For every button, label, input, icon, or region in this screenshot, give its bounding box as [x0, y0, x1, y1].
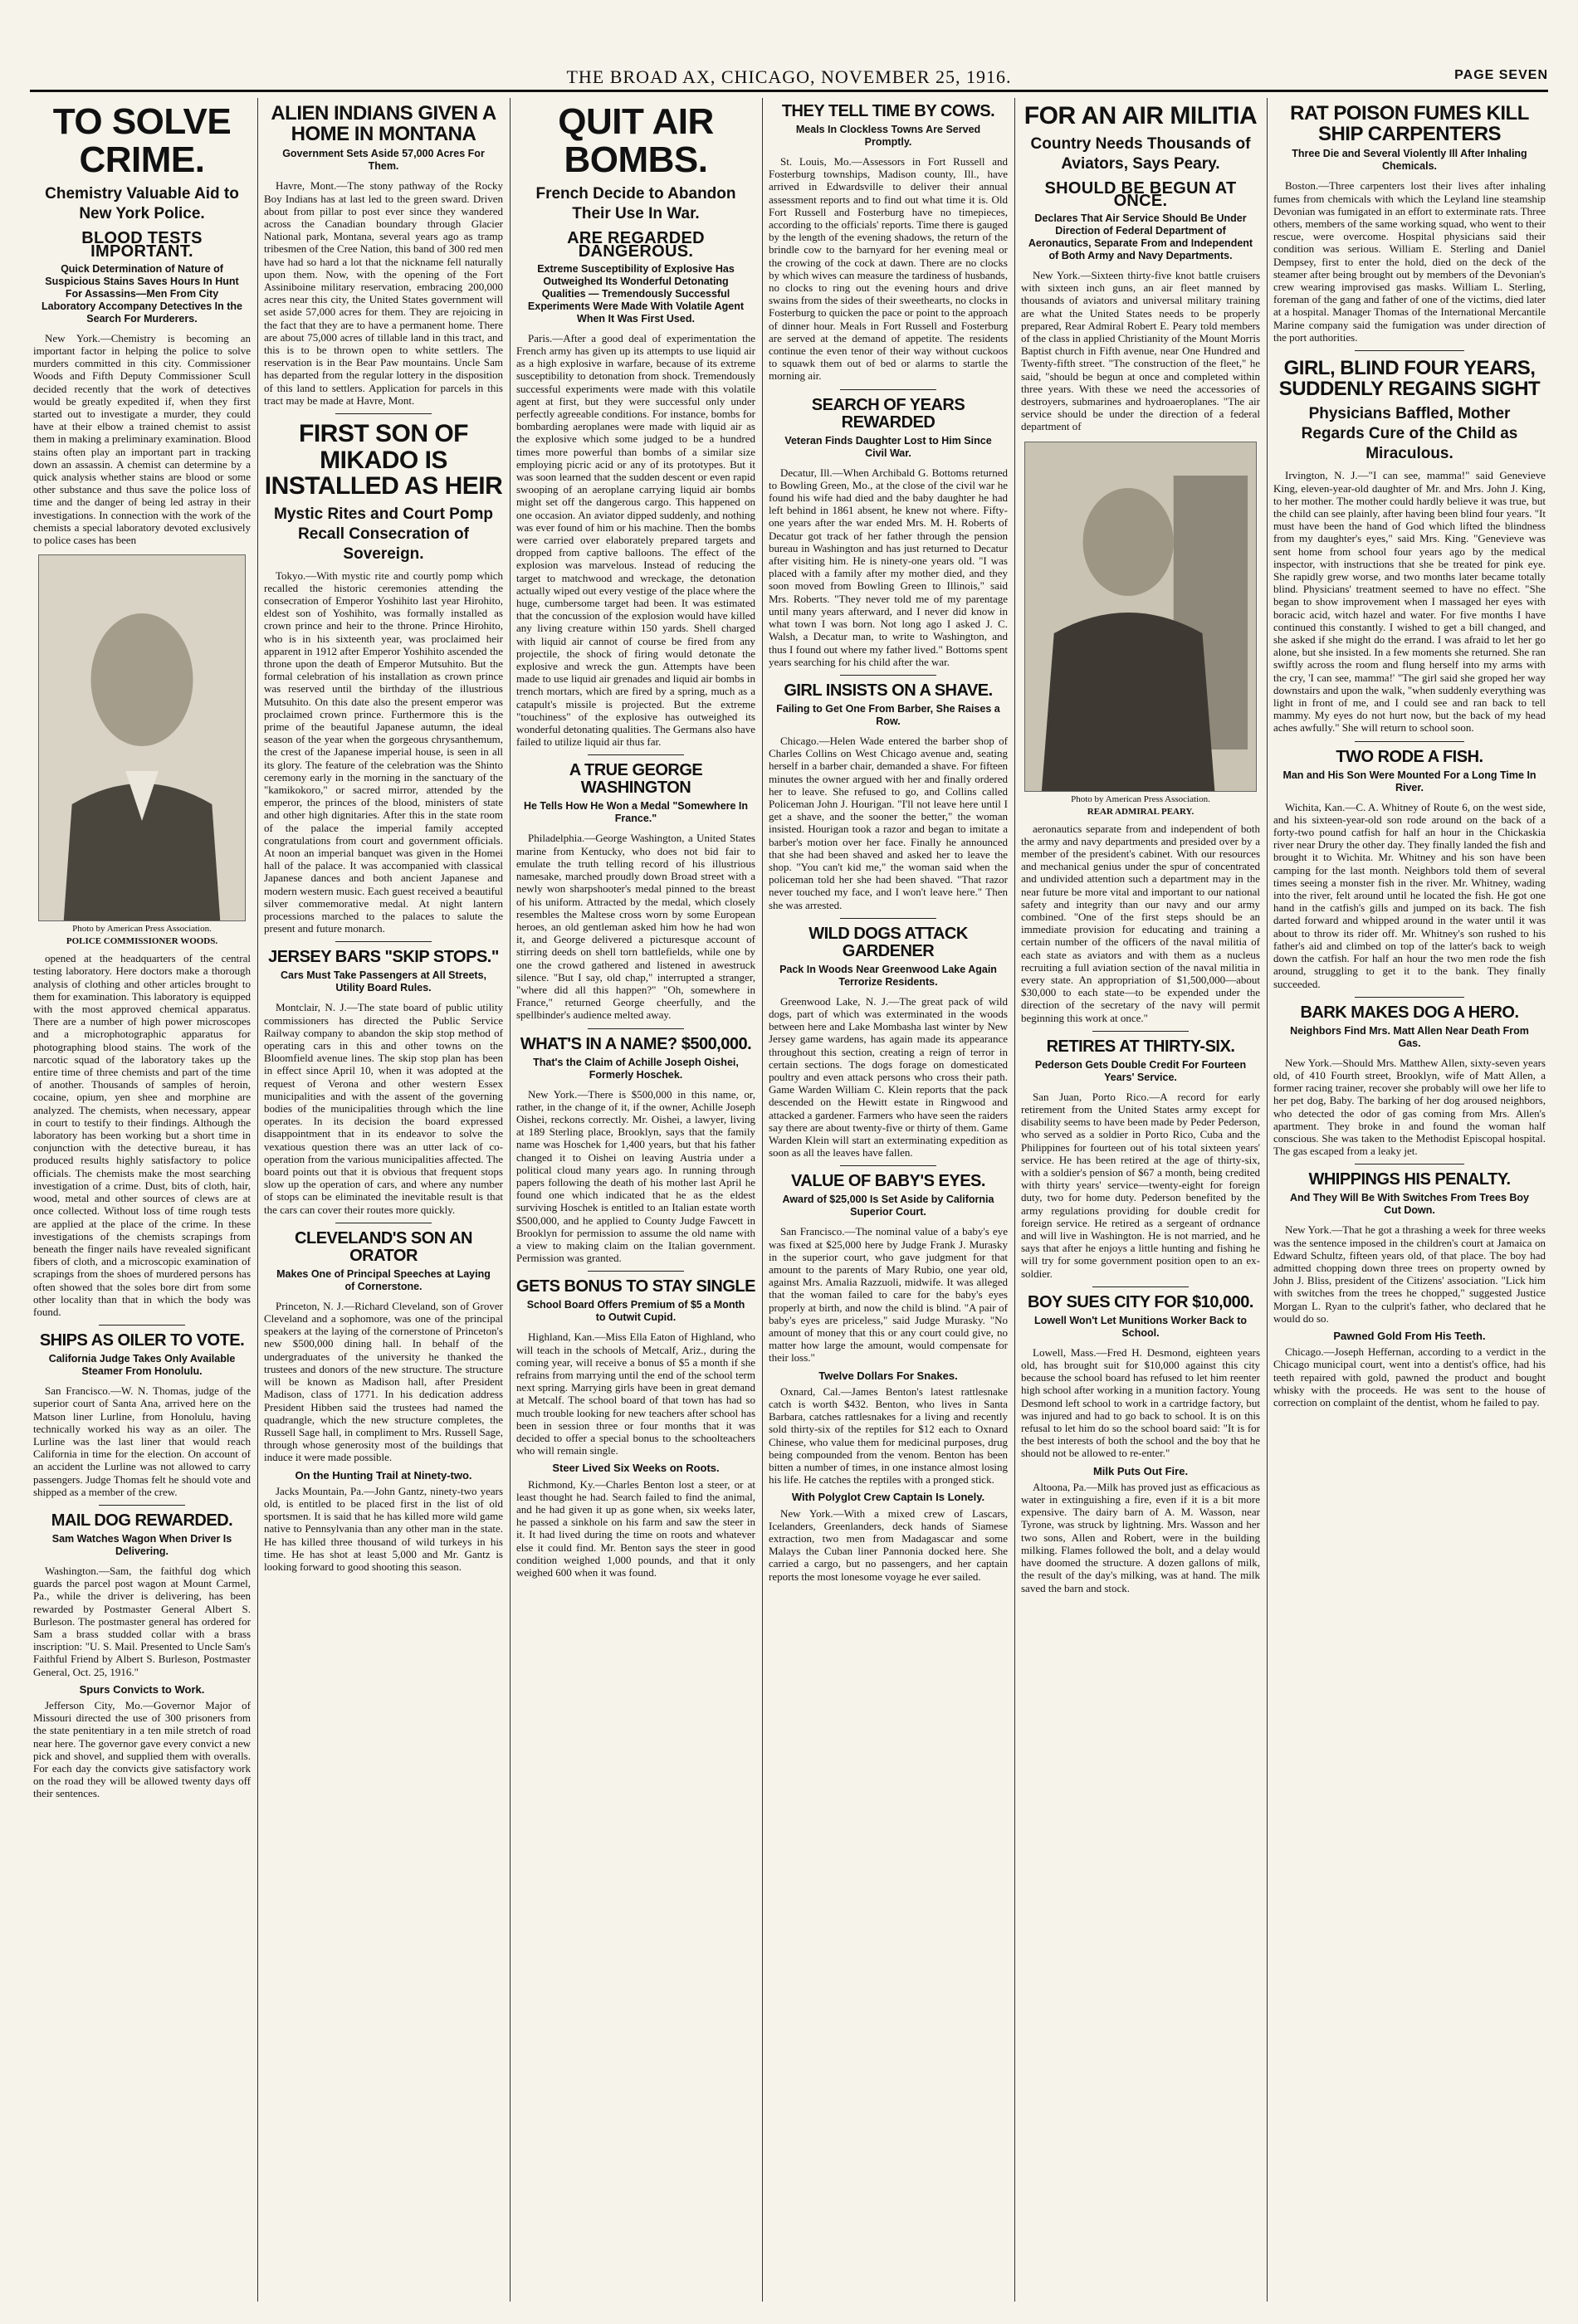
- column-1: [33, 98, 251, 2302]
- column-5: [1021, 98, 1260, 2302]
- article-text: Tokyo.—With mystic rite and courtly pomp which recalled the historic ceremonies attending the consecration of Emperor Yoshihito last year Hirohito, eldest son of Yoshihito, was formally installed as crown prince and heir to the throne. Prince Hirohito, who is in his sixteenth year, was proclaimed heir apparent in 1912 after Emperor Yoshihito ascended the throne upon the death of Emperor Mutsuhito. But the formal celebration of his installation as crown prince was reserved until the birthday of the illustrious Mutsuhito. On this date also the present emperor was proclaimed crown prince. Furthermore this is the prime of the beautiful Japanese autumn, the ideal season of the year when the gorgeous chrysanthemum, the crest of the Japanese imperial house, is seen in all its glory. The feature of the celebration was the Shinto ceremony early in the morning in the sanctuary of the "kamikokoro," or sacred mirror, attended by the emperor, the princes of the blood, ministers of state and other high dignitaries. After this in the state room of the palace the imperial family accepted congratulations from court and government officials. At noon an imperial banquet was given in the Homei hall of the palace. It was accompanied with classical Japanese dances and both ancient Japanese and modern western music. Each guest received a beautiful silver commemorative medal. At night lantern processions marched to the palaces to salute the present and future monarch.: [264, 569, 503, 935]
- summary: Declares That Air Service Should Be Under Direction of Federal Department of Aeronautics, Separate From and Independent of Both Army and Navy Departments.: [1028, 212, 1253, 261]
- divider: [588, 754, 683, 755]
- subheadline: BLOOD TESTS IMPORTANT.: [81, 229, 203, 261]
- divider: [840, 389, 936, 390]
- subhead: Pawned Gold From His Teeth.: [1333, 1329, 1486, 1342]
- article-text: New York.—With a mixed crew of Lascars, Icelanders, Greenlanders, deck hands of Siamese extraction, two men from Madagascar and some Malays the Cuban liner Pannonia docked here. She carried a cargo, but no passengers, and her captain reports the most lonesome voyage he ever sailed.: [769, 1506, 1008, 1583]
- headline-boy-sues-city: BOY SUES CITY FOR $10,000.: [1028, 1292, 1253, 1311]
- headline-bonus-to-stay-single: GETS BONUS TO STAY SINGLE: [516, 1277, 755, 1296]
- headline-true-george-washington: A TRUE GEORGE WASHINGTON: [569, 761, 703, 798]
- article-text: St. Louis, Mo.—Assessors in Fort Russell and Fosterburg townships, Madison county, Ill., have arrived in Edwardsville to deliver their annual assessment reports and to find out what time it is. Old Fort Russell and Fosterburg have no timepieces, according to the officials' reports. Time there is gauged by the length of the evening shadows, the return of the brindle cow to the barnyard for her evening meal or the crowing of the cock at dawn. There are no clocks by which wives can measure the tardiness of husbands, no clocks to ring out the evening hours and drive swains from the sides of their sweethearts, no clocks in Fosterburg to quicken the pace or point to the approach of dinner hour. Meals in Fort Russell and Fosterburg are served at the demand of appetite. The residents continue the even tenor of their way without cuckoos to squawk them out of bed or alarms to startle the morning air.: [769, 155, 1008, 383]
- summary: Man and His Son Were Mounted For a Long Time In River.: [1282, 769, 1536, 793]
- headline-clevelands-son: CLEVELAND'S SON AN ORATOR: [295, 1228, 472, 1265]
- divider: [1355, 350, 1463, 351]
- divider: [1355, 741, 1463, 742]
- photo-caption: Photo by American Press Association.: [1071, 793, 1210, 804]
- article-text: Princeton, N. J.—Richard Cleveland, son of Grover Cleveland and a sophomore, was one of the principal speakers at the laying of the cornerstone of Princeton's new $500,000 dining hall. In behalf of the undergraduates of the university he thanked the trustees and donors of the new structure. The structure will be known as Madison hall, after President Madison, class of 1771. In his dedication address President Hibben said the trustees had named the quadrangle, which the new structure completes, the Russell Sage hall, in compliment to Mrs. Russell Sage, through whose generosity most of the buildings that induce it were made possible.: [264, 1299, 503, 1464]
- subheadline: ARE REGARDED DANGEROUS.: [567, 229, 705, 261]
- photo-subcaption: REAR ADMIRAL PEARY.: [1087, 806, 1194, 817]
- headline-first-son-of-mikado: FIRST SON OF MIKADO IS INSTALLED AS HEIR: [264, 420, 503, 500]
- summary: Three Die and Several Violently Ill After Inhaling Chemicals.: [1292, 148, 1527, 173]
- headline-ships-as-oiler: SHIPS AS OILER TO VOTE.: [39, 1331, 245, 1350]
- article-text: New York.—There is $500,000 in this name, or, rather, in the change of it, if the owner, Achille Joseph Oishei, reckons correctly. Mr. Oishei, a lawyer, living at 189 Sterling place, Brooklyn, says that the family name was Hoschek for 1,400 years, but that his father changed it to Oishei on leaving Austria under a political cloud many years ago. In running through papers following the death of his mother last April he found one which indicated that he as the eldest surviving Hoschek is entitled to an Italian estate worth $500,000, and he applied to County Judge Fawcett in Brooklyn for permission to assume the old name with a view to making claim on the Italian government. Permission was granted.: [516, 1087, 755, 1265]
- column-6: [1273, 98, 1546, 2302]
- headline-jersey-bars: JERSEY BARS "SKIP STOPS.": [268, 948, 499, 967]
- article-text: Richmond, Ky.—Charles Benton lost a steer, or at least thought he had. Search failed to find the animal, and he had given it up as gone when, six weeks later, he passed a sinkhole on his farm and saw the steer in it. It had lived during the time on roots and whatever else it could find. Mr. Benton says the steer in good condition weighed 1,000 pounds, and that it only weighed 600 when it was found.: [516, 1477, 755, 1579]
- subhead: Spurs Convicts to Work.: [79, 1682, 205, 1696]
- headline-air-militia: FOR AN AIR MILITIA: [1024, 102, 1258, 129]
- subhead: Steer Lived Six Weeks on Roots.: [552, 1462, 720, 1475]
- column-3: [516, 98, 755, 2302]
- summary: Lowell Won't Let Munitions Worker Back to School.: [1034, 1314, 1247, 1339]
- summary: School Board Offers Premium of $5 a Month to Outwit Cupid.: [526, 1299, 745, 1324]
- photo-subcaption: POLICE COMMISSIONER WOODS.: [66, 936, 218, 947]
- column-rule: [1267, 98, 1268, 2302]
- article-text: New York.—Should Mrs. Matthew Allen, sixty-seven years old, of 410 Fourth street, Brooklyn, wife of Matt Allen, a former racing trainer, recover she probably will owe her life to her pet dog, Baby. The barking of her dog aroused neighbors, who detected the odor of gas coming from Mrs. Allen's apartment. They broke in and found the woman half conscious. She was taken to the Methodist Episcopal hospital. The gas escaped from a leaky jet.: [1273, 1056, 1546, 1158]
- divider: [335, 941, 431, 942]
- article-text: San Francisco.—The nominal value of a baby's eye was fixed at $25,000 here by Judge Frank J. Murasky in the superior court, who gave judgment for that amount to the parents of Mary Rubio, one year old, against Mrs. Amalia Razzuoli, midwife. It was alleged that the woman failed to care for the baby's eyes properly at birth, and now the child is blind. "A pair of baby's eyes are priceless," said Judge Murasky. "No amount of money that this or any court could give, no matter how large the amount, would compensate for their loss.": [769, 1225, 1008, 1365]
- masthead-line: THE BROAD AX, CHICAGO, NOVEMBER 25, 1916.: [566, 66, 1012, 87]
- subhead: Twelve Dollars For Snakes.: [818, 1369, 958, 1382]
- article-text: Lowell, Mass.—Fred H. Desmond, eighteen years old, has brought suit for $10,000 against this city because the school board has refused to let him reenter high school after working in a munition factory. Young Desmond left school to work in a cartridge factory, but was injured and had to go back to school. It is on this refusal to let him do so the school board said: "It is for the best interests of both the school and the boy that he should not be allowed to re-enter.": [1021, 1345, 1260, 1460]
- header-rule: [30, 90, 1548, 92]
- divider: [1092, 1031, 1188, 1032]
- column-2: [264, 98, 503, 2302]
- page-header: [30, 65, 1548, 86]
- headline-tell-time-by-cows: THEY TELL TIME BY COWS.: [781, 102, 995, 120]
- article-text: New York.—Chemistry is becoming an important factor in helping the police to solve murders committed in this city. Commissioner Woods and Fifth Deputy Commissioner Scull decided recently that the work of detectives would be greatly expedited if, when they first started out to investigate a murder, they could have at their elbow a trained chemist to assist them in making a preliminary examination. Blood stains often play an important part in tracking down an assassin. A chemist can determine by a quick analysis whether stains are blood or some other substance and thus save the police loss of time and the danger of being led astray in their investigations. In connection with the work of the chemists a special laboratory devoted exclusively to police cases has been: [33, 331, 251, 547]
- summary: Veteran Finds Daughter Lost to Him Since Civil War.: [784, 434, 992, 459]
- article-text: Decatur, Ill.—When Archibald G. Bottoms returned to Bowling Green, Mo., at the close of the civil war he found his wife had died and the baby daughter he had left behind in 1861 absent, he knew not where. Fifty-one years after the war ended Mrs. M. H. Roberts of Decatur got track of her father through the pension bureau in Washington and has just returned to Decatur after visiting him. He is ninety-one years old. "I was placed with a family after my mother died, and they soon moved from Bowling Green to Illinois," said Mrs. Roberts. "They never told me of my parentage until many years afterward, and I never did know in what town I was born. Not long ago I asked J. C. Walsh, a Decatur man, to write to Washington, and thus I found out where my father lived." Bottoms spent years searching for his child after the war.: [769, 466, 1008, 668]
- divider: [335, 413, 431, 414]
- headline-whippings-his-penalty: WHIPPINGS HIS PENALTY.: [1308, 1170, 1511, 1189]
- article-text: New York.—Sixteen thirty-five knot battle cruisers with sixteen inch guns, an air fleet manned by thousands of aviators and universal military training are what the United States needs to be properly prepared, Rear Admiral Robert E. Peary told members of the class in applied Christianity of the Mount Morris Baptist church in Fifth avenue, near One Hundred and Twenty-fifth street. "The construction of the fleet," he said, "should be begun at once and completed within three years. With these we need the accessories of destroyers, submarines and hydroaeroplanes. "The air service should be under the direction of a federal department of: [1021, 268, 1260, 433]
- article-text: aeronautics separate from and independent of both the army and navy departments and presided over by a member of the president's cabinet. With our resources and mechanical genius under the spur of concentrated and undivided attention such a department may in the near future be more vital and important to our national safety and integrity than our navy and our army combined. "One of the first steps should be an immediate provision for educating and training a certain number of the officers of the naval militia of each state as aviators and with them as a nucleus recruiting a full aviation section of the naval militia in every state. An appropriation of $1,500,000—about $30,000 to each state—to be expended under the direction of the secretary of the navy will permit beginning this work at once.": [1021, 822, 1260, 1024]
- headline-bark-makes-dog-hero: BARK MAKES DOG A HERO.: [1300, 1003, 1519, 1022]
- headline-to-solve-crime: TO SOLVE CRIME.: [52, 101, 232, 181]
- headline-rat-poison-fumes: RAT POISON FUMES KILL SHIP CARPENTERS: [1290, 102, 1529, 146]
- divider: [99, 1505, 186, 1506]
- column-rule: [762, 98, 763, 2302]
- article-text: Washington.—Sam, the faithful dog which guards the parcel post wagon at Mount Carmel, Pa., while the driver is delivering, has been rewarded by Postmaster General Albert S. Burleson. The postmaster general has ordered for Sam a brass studded collar with a brass inscription: "U. S. Mail. Presented to Uncle Sam's Faithful Friend by Albert S. Burleson, Postmaster General, Oct. 25, 1916.": [33, 1564, 251, 1678]
- article-text: Highland, Kan.—Miss Ella Eaton of Highland, who will teach in the schools of Metcalf, Ariz., during the coming year, will receive a bonus of $5 a month if she refrains from marrying until the end of the school term next spring. Marrying girls have been in great demand at Metcalf. The school board of that town has had so much trouble looking for new teachers after school has been in session three or four months that it was decided to offer a special bonus to the schoolteachers who will remain single.: [516, 1330, 755, 1457]
- headline-retires-at-thirty-six: RETIRES AT THIRTY-SIX.: [1046, 1037, 1235, 1056]
- column-rule: [257, 98, 258, 2302]
- article-text: Paris.—After a good deal of experimentation the French army has given up its attempts to use liquid air as a high explosive in warfare, because of its extreme susceptibility to detonation from shock. Tremendously successful experiments were made with this volatile agent at first, but they were successful only under perfectly agreeable conditions. For instance, bombs for bombarding aeroplanes were made with liquid air as the explosive which some judged to be a hundred times more powerful than bombs of a similar size employing picric acid or any of its prototypes. But it was soon learned that the sudden descent or even rapid swooping of an aeroplane carrying liquid air bombs might set off the dangerous cargo. This happened on one occasion. An aviator dipped suddenly, and nothing was ever found of him or his machine. Then the bombs were carried over elaborately prepared targets and dropped from captive balloons. The effect of the explosion was marvelous. Instead of reducing the target to matchwood and wreckage, the detonation actually wiped out every vestige of the place where the huge, cumbersome target had been. It was estimated that the concussion of the explosion would have killed any living creature within 150 yards. Shell charged with liquid air cannot of course be fired from any projectile, the shock of firing would detonate the explosive and wreck the gun. Attempts have been made to use liquid air grenades and liquid air bombs in trench mortars, which are fired by a spring, much as a catapult's missile is projected. But the extreme "touchiness" of the explosive has outweighed its wonderful detonating qualities. The Germans also have failed to utilize liquid air thus far.: [516, 331, 755, 749]
- summary: Pack In Woods Near Greenwood Lake Again Terrorize Residents.: [779, 963, 997, 988]
- divider: [1092, 1286, 1188, 1287]
- summary: California Judge Takes Only Available Steamer From Honolulu.: [48, 1353, 236, 1378]
- divider: [1355, 997, 1463, 998]
- column-rule: [510, 98, 511, 2302]
- deck: Mystic Rites and Court Pomp Recall Consecration of Sovereign.: [274, 505, 493, 563]
- portrait-photo: [38, 554, 246, 921]
- deck: French Decide to Abandon Their Use In War.: [535, 185, 736, 223]
- summary: That's the Claim of Achille Joseph Oishei, Formerly Hoschek.: [533, 1056, 739, 1081]
- deck: Physicians Baffled, Mother Regards Cure of the Child as Miraculous.: [1301, 405, 1518, 463]
- summary: Government Sets Aside 57,000 Acres For Them.: [282, 148, 485, 173]
- summary: Neighbors Find Mrs. Matt Allen Near Death From Gas.: [1290, 1024, 1529, 1049]
- summary: Extreme Susceptibility of Explosive Has Outweighed Its Wonderful Detonating Qualities — Tremendously Successful Experiments Were Made With Volatile Agent When It Was First Used.: [527, 262, 745, 325]
- article-text: Montclair, N. J.—The state board of public utility commissioners has directed the Public Service Railway company to abandon the skip stop method of operating cars in this and other towns on the Bloomfield avenue lines. The skip stop plan has been in effect since April 10, when it was adopted at the request of Verona and other western Essex municipalities and with the assent of the governing bodies of the municipalities through which the line operates. In its decision the board expressed disappointment that in its endeavor to solve the vexatious question there was an utter lack of co-operation from the various municipalities affected. The board points out that it is obvious that frequent stops slow up the operation of cars, and where any number of stops can be eliminated the inevitable result is that the cars can cover their routes more quickly.: [264, 1001, 503, 1216]
- article-text: Boston.—Three carpenters lost their lives after inhaling fumes from chemicals with which the Leyland line steamship Devonian was fumigated in an effort to exterminate rats. Three others, members of the same working squad, who went to their rescue, were overcome. Hospital physicians said their condition was serious. William E. Sterling and Daniel Dempsey, first to enter the hold, died on the deck of the steamer after being brought out by members of the Devonian's crew wearing improvised gas masks. William L. Sterling, foreman of the gang and father of one of the victims, died later at a hospital. Manager Thomas of the International Mercantile Marine company said the fumigation was under direction of the port authorities.: [1273, 179, 1546, 344]
- headline-alien-indians: ALIEN INDIANS GIVEN A HOME IN MONTANA: [271, 102, 496, 146]
- portrait-photo: [1024, 442, 1257, 792]
- article-text: Philadelphia.—George Washington, a United States marine from Kentucky, who does not bid fair to emulate the truth telling record of his illustrious namesake, marched proudly down Broad street with a newly won sharpshooter's medal pinned to the breast of his uniform. Attracted by the medal, which closely resembles the Maltese cross worn by some European heroes, an old gentleman asked him how he had won it, and George delivered a picturesque account of stirring deeds on shell torn battlefields, while one by one the crowd gathered and listened in awestruck silence. "But I say, old chap," interrupted a stranger, "where did all this happen?" "Oh, somewhere in France," returned George cheerfully, and the spellbinder's audience melted away.: [516, 832, 755, 1022]
- article-text: Chicago.—Helen Wade entered the barber shop of Charles Collins on West Chicago avenue and, seating herself in a barber chair, demanded a shave. For fifteen minutes the owner argued with her and finally ordered her to leave. She refused to go, and Collins called Policeman John J. Hourigan. "I'll not leave here until I get a shave, and the sooner the better," the woman insisted. Hourigan took a razor and began to imitate a barber's motion over her face. Finally he announced that she had been shaved and asked her to leave the shop. "You can't kid me," the woman said when the policeman told her she had been shaved. "That razor never touched my face, and I won't leave here." Then she was arrested.: [769, 734, 1008, 911]
- headline-quit-air-bombs: QUIT AIR BOMBS.: [558, 101, 714, 181]
- summary: Meals In Clockless Towns Are Served Promptly.: [795, 124, 981, 148]
- divider: [99, 1325, 186, 1326]
- article-text: Irvington, N. J.—"I can see, mamma!" said Genevieve King, eleven-year-old daughter of Mr. and Mrs. John J. King, to her mother. The mother could hardly believe it was true, but the child can see plainly, after having been blind four years. "It must have been the hand of God which lifted the blindness from my daughter's eyes," said Mrs. King. "Genevieve was sent home from school four years ago by the medical inspector, with instructions that she be treated for pink eye. She rapidly grew worse, and two months later became totally blind. Physicians' treatment seemed to have no effect. "She began to show improvement when I massaged her eyes with boracic acid, witch hazel and water. For five months I have continued this constantly. I wished to get a bill changed, and she asked if she might do the errand. I was afraid to let her go alone, but she insisted. In a few moments she returned. She ran swiftly across the room and flung herself into my arms with the cry, 'I can see, mamma!' "The girl said she groped her way downstairs and upon the walk, "when suddenly everything was light in front of me, and I could see and ran back to tell mammy. My eyes do not hurt now, but the back of my head aches awfully." She will return to school soon.: [1273, 469, 1546, 735]
- article-text: New York.—That he got a thrashing a week for three weeks was the sentence imposed in the children's court at Jamaica on Edward Schultz, fifteen years old, of that place. The boy had admitted chopping down three trees on property owned by John J. Bliss, president of the Citizens' association. "Lick him with switches from the trees he chopped," suggested Justice Morgan L. Ryan to the culprit's father, who declared that he would do so.: [1273, 1223, 1546, 1325]
- headline-search-of-years: SEARCH OF YEARS REWARDED: [811, 395, 965, 432]
- summary: Pederson Gets Double Credit For Fourteen Years' Service.: [1034, 1058, 1247, 1083]
- portrait-illustration: [39, 555, 245, 920]
- subhead: Milk Puts Out Fire.: [1092, 1464, 1189, 1477]
- article-text: Greenwood Lake, N. J.—The great pack of wild dogs, part of which was exterminated in the woods between here and Lake Mombasha last winter by New Jersey game wardens, has again made its appearance throughout this section, creating a reign of terror in certain sections. The dogs forage on domesticated poultry and even attack persons who cross their path. Game Warden William C. Klein reports that the pack descended on the Hewitt estate in Ringwood and attacked a gardener. Farmers who have seen the raiders say there are about twenty-five or thirty of them. Game Warden Klein will start an exterminating expedition as soon as all the leaves have fallen.: [769, 994, 1008, 1160]
- divider: [840, 675, 936, 676]
- page-number: PAGE SEVEN: [1454, 68, 1548, 82]
- summary: Award of $25,000 Is Set Aside by California Superior Court.: [782, 1194, 994, 1218]
- article-text: opened at the headquarters of the central testing laboratory. Here doctors make a thorough analysis of clothing and other articles brought to them for examination. This laboratory is equipped with the most approved chemical apparatus. There are a number of high power microscopes and a microphotographic apparatus for photographing blood stains. The work of the narcotic squad of the laboratory takes up the entire time of three chemists and part of the time of another. Thousands of samples of heroin, cocaine, opium, yen shee and morphine are analyzed. The chemists, when necessary, appear in court to testify to their findings. Although the laboratory has been working but a short time in conjunction with the detective bureau, it has produced results highly satisfactory to police officials. The chemists make the most searching investigation of a crime. Dust, bits of cloth, hair, wood, metal and other sources of clews are at once collected. Without loss of time rough tests are applied at the place of the crime. In these investigations of the chemists scrapings from beneath the finger nails have revealed significant fibers of cloth, and a microscopic examination of scrapings from the shoes of murdered persons has often showed that the soles bore dirt from some other locality than that in which the body was found.: [33, 952, 251, 1318]
- subheadline: SHOULD BE BEGUN AT ONCE.: [1044, 178, 1237, 210]
- headline-girl-blind-four-years: GIRL, BLIND FOUR YEARS, SUDDENLY REGAINS SIGHT: [1278, 357, 1541, 401]
- divider: [840, 1165, 936, 1166]
- headline-whats-in-a-name: WHAT'S IN A NAME? $500,000.: [520, 1034, 752, 1053]
- headline-two-rode-a-fish: TWO RODE A FISH.: [1336, 747, 1483, 766]
- summary: And They Will Be With Switches From Trees Boy Cut Down.: [1289, 1192, 1530, 1217]
- article-text: Altoona, Pa.—Milk has proved just as efficacious as water in extinguishing a fire, even if it is a bit more expensive. The dairy barn of A. M. Wasson, near Tyrone, was struck by lightning. Mrs. Wasson and her two sons, Allen and Robert, were in the building milking. Flames followed the bolt, and a delay would have doomed the structure. A dozen gallons of milk, the result of the day's milking, was at hand. The milk saved the barn and stock.: [1021, 1480, 1260, 1594]
- summary: Cars Must Take Passengers at All Streets, Utility Board Rules.: [280, 969, 487, 994]
- summary: Quick Determination of Nature of Suspicious Stains Saves Hours In Hunt For Assassins—Men From City Laboratory Accompany Detectives In the Search For Murderers.: [42, 262, 242, 325]
- article-text: Chicago.—Joseph Heffernan, according to a verdict in the Chicago municipal court, went into a dentist's office, had his teeth repaired with gold, pawned the product and bought whisky with the proceeds. He was sent to the house of correction on complaint of the dentist, whom he failed to pay.: [1273, 1345, 1546, 1409]
- column-rule: [1014, 98, 1015, 2302]
- summary: Makes One of Principal Speeches at Laying of Cornerstone.: [276, 1267, 491, 1292]
- column-4: [769, 98, 1008, 2302]
- deck: Country Needs Thousands of Aviators, Says Peary.: [1030, 134, 1251, 173]
- photo-caption: Photo by American Press Association.: [72, 924, 212, 935]
- headline-value-of-babys-eyes: VALUE OF BABY'S EYES.: [791, 1172, 985, 1191]
- divider: [588, 1028, 683, 1029]
- divider: [588, 1271, 683, 1272]
- headline-girl-insists-shave: GIRL INSISTS ON A SHAVE.: [784, 681, 993, 700]
- summary: He Tells How He Won a Medal "Somewhere In France.": [523, 800, 749, 825]
- divider: [840, 918, 936, 919]
- article-text: Oxnard, Cal.—James Benton's latest rattlesnake catch is worth $432. Benton, who lives in Santa Barbara, catches rattlesnakes for a living and recently sold thirty-six of the reptiles for $12 each to Oxnard Chinese, who value them for medicinal purposes, drug being compounded from the venom. Benton has been bitten a number of times, in one instance almost losing his life. He catches the reptiles with a pronged stick.: [769, 1384, 1008, 1487]
- deck: Chemistry Valuable Aid to New York Police.: [45, 185, 239, 223]
- summary: Failing to Get One From Barber, She Raises a Row.: [776, 702, 1000, 727]
- headline-mail-dog: MAIL DOG REWARDED.: [51, 1511, 233, 1530]
- portrait-illustration: [1025, 442, 1256, 791]
- headline-wild-dogs: WILD DOGS ATTACK GARDENER: [809, 924, 968, 960]
- article-text: San Francisco.—W. N. Thomas, judge of the superior court of Santa Ana, arrived here on the Matson liner Lurline, from Honolulu, having technically worked his way as an oiler. The Lurline was the last liner that would reach California in time for the election. On account of an accident the Lurline was not allowed to carry passengers. Judge Thomas felt he should vote and shipped as a member of the crew.: [33, 1384, 251, 1498]
- article-text: Havre, Mont.—The stony pathway of the Rocky Boy Indians has at last led to the green sward. Driven about from pillar to post ever since they wandered across the Canadian boundary through Glacier National park, Montana, several years ago as tramp tribesmen of the Cree Nation, this band of 300 red men have had so hard a lot that the nickname fell naturally upon them. Now, with the opening of the Fort Assiniboine military reservation, embracing 200,000 acres near this city, the United States government will set aside 57,000 acres for them. They are rejoicing in the fact that they are to have a permanent home. There are about 75,000 acres of tillable land in this tract, and this is to be thrown open to white settlers. The reservation is in the Bear Paw mountains. Uncle Sam has departed from the regular lottery in the disposition of this land to settlers. Application for parcels in this tract may be made at Havre, Mont.: [264, 179, 503, 407]
- article-text: San Juan, Porto Rico.—A record for early retirement from the United States army except for disability seems to have been made by Peder Pederson, who served as a soldier in Porto Rico, Cuba and the Philippines for fourteen out of his total sixteen years' service. He has been retired at the age of thirty-six, with a soldier's pension of $67 a month, being credited with thirty years' service—twenty-eight for foreign duty, two for home duty. Pederson benefited by the army regulations providing for double credit for foreign service. He retired as a sergeant of ordnance and will live in Washington. He is not married, and he says that after he enjoys a little hunting and fishing he will try for some government position open to an ex-soldier.: [1021, 1090, 1260, 1280]
- subhead: With Polyglot Crew Captain Is Lonely.: [791, 1491, 985, 1504]
- article-text: Jefferson City, Mo.—Governor Major of Missouri directed the use of 300 prisoners from the state penitentiary in a ten mile stretch of road near here. The governor gave every convict a new pick and shovel, and supplied them with overalls. For each day the convicts give satisfactory work on the road they will be allowed twenty days off their sentences.: [33, 1698, 251, 1800]
- article-text: Wichita, Kan.—C. A. Whitney of Route 6, on the west side, and his sixteen-year-old son rode around on the back of a forty-two pound catfish for half an hour in the Chickaskia river near Drury the other day. They finally landed the fish and brought it to Wichita. Mr. Whitney and his son have been camping for the last month. Neighbors told them of several times seeing a monster fish in the river. Mr. Whitney, wading into the river, felt around until he located the fish. He got one hand in the catfish's gills and jumped on its back. The fish darted forward and whipped around in the water until it was about to throw its rider off. Mr. Whitney's son rushed to his father's aid and climbed on top of the latter's back to weigh down the catfish. For half an hour the two men rode the fish around, struggling to get it to the bank. They finally succeeded.: [1273, 800, 1546, 990]
- summary: Sam Watches Wagon When Driver Is Delivering.: [51, 1532, 232, 1557]
- subhead: On the Hunting Trail at Ninety-two.: [295, 1468, 472, 1482]
- article-text: Jacks Mountain, Pa.—John Gantz, ninety-two years old, is entitled to be placed first in the list of old sportsmen. It is said that he has killed more wild game native to Pennsylvania than any other man in the state. He has killed three thousand of wild turkeys in his time. He has shot at least 5,000 and Mr. Gantz is looking forward to good shooting this season.: [264, 1484, 503, 1573]
